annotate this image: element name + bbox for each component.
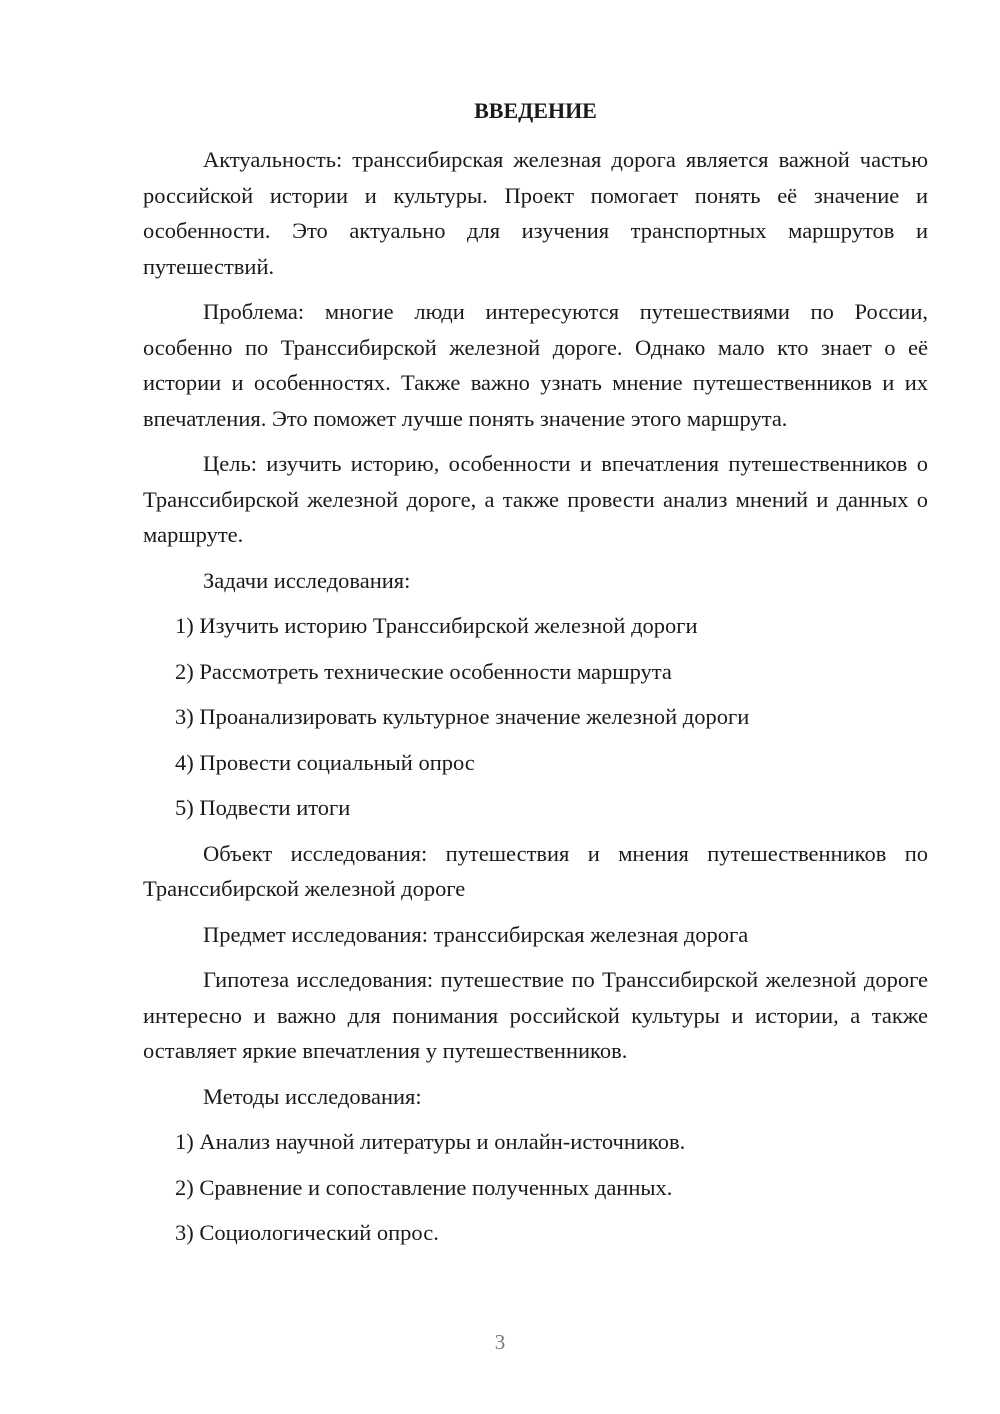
object-paragraph: Объект исследования: путешествия и мнения путешественников по Транссибирской железной дороге [143, 840, 928, 901]
method-item: 1) Анализ научной литературы и онлайн-источников. [175, 1129, 686, 1154]
task-item: 5) Подвести итоги [175, 795, 351, 820]
method-item: 2) Сравнение и сопоставление полученных данных. [175, 1174, 673, 1200]
task-item: 3) Проанализировать культурное значение железной дороги [175, 704, 750, 729]
task-item: 2) Рассмотреть технические особенности маршрута [175, 658, 672, 684]
hypothesis-paragraph: Гипотеза исследования: путешествие по Транссибирской железной дороге интересно и важно для понимания российской культуры и истории, а также оставляет яркие впечатления у путешественников. [143, 967, 928, 1063]
tasks-title: Задачи исследования: [203, 567, 411, 593]
tasks-list [143, 608, 928, 826]
subject-paragraph: Предмет исследования: транссибирская железная дорога [203, 921, 749, 947]
method-item: 3) Социологический опрос. [175, 1220, 439, 1245]
methods-list [143, 1124, 928, 1251]
methods-title: Методы исследования: [203, 1083, 422, 1109]
relevance-paragraph: Актуальность: транссибирская железная дорога является важной частью российской истории и культуры. Проект помогает понять её значение и особенности. Это актуально для изучения транспортных маршрутов и путешествий. [143, 147, 928, 279]
task-item: 1) Изучить историю Транссибирской железной дороги [175, 613, 698, 638]
task-item: 4) Провести социальный опрос [175, 749, 475, 775]
section-heading: ВВЕДЕНИЕ [474, 98, 597, 123]
document-page [143, 92, 928, 1261]
goal-paragraph: Цель: изучить историю, особенности и впечатления путешественников о Транссибирской железной дороге, а также провести анализ мнений и данных о маршруте. [143, 451, 928, 547]
page-number: 3 [494, 1330, 506, 1354]
problem-paragraph: Проблема: многие люди интересуются путешествиями по России, особенно по Транссибирской железной дороге. Однако мало кто знает о её истории и особенностях. Также важно узнать мнение путешественников и их впечатления. Это поможет лучше понять значение этого маршрута. [143, 299, 928, 431]
